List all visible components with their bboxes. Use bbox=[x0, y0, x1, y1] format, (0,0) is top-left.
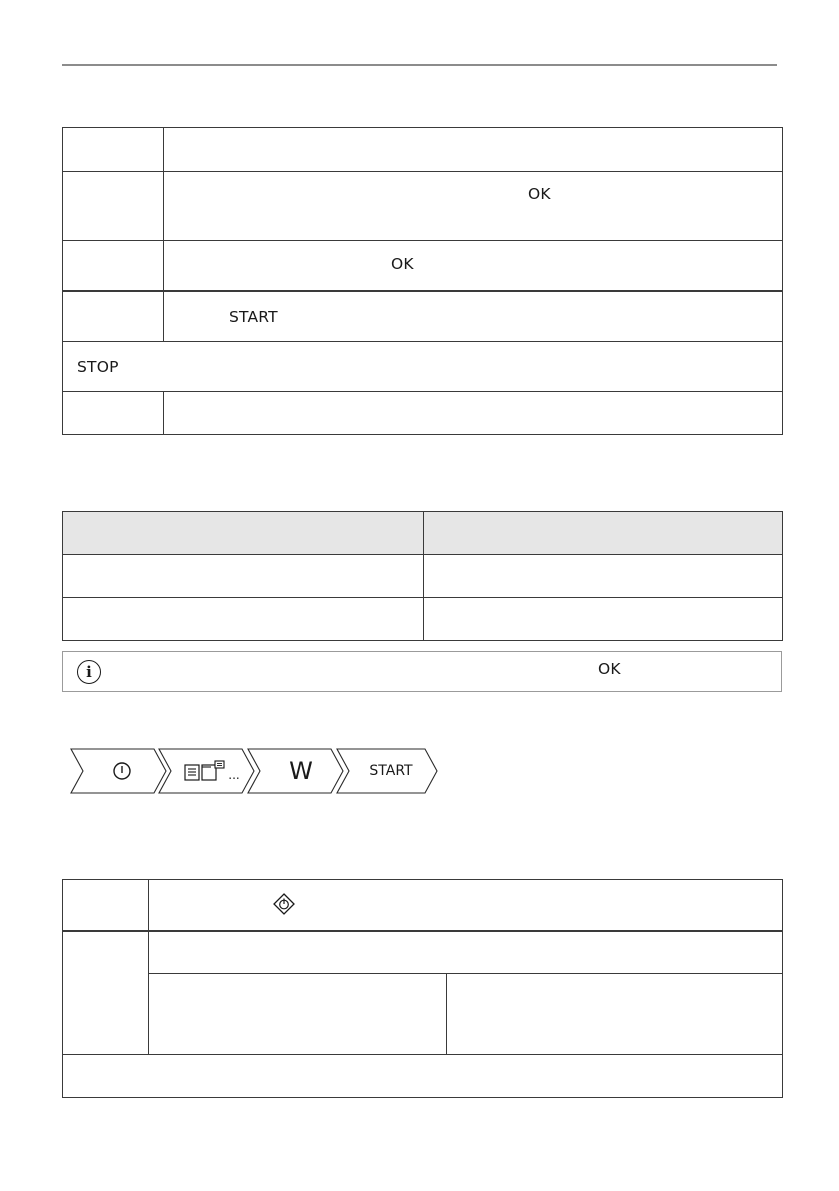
table-row bbox=[63, 931, 783, 974]
table-row bbox=[63, 880, 783, 931]
more-label: ... bbox=[228, 768, 240, 782]
step-cell bbox=[63, 241, 164, 291]
step-cell bbox=[63, 880, 149, 931]
settings-table bbox=[62, 511, 783, 641]
table-row bbox=[63, 555, 783, 598]
table-cell bbox=[447, 974, 783, 1055]
power-icon bbox=[112, 761, 132, 781]
table-row bbox=[63, 172, 783, 241]
text-cell bbox=[164, 392, 783, 435]
start-key-label: START bbox=[229, 307, 278, 326]
text-cell bbox=[164, 291, 783, 342]
step-cell bbox=[63, 291, 164, 342]
info-note bbox=[62, 651, 782, 692]
table-row bbox=[63, 128, 783, 172]
table-header-row bbox=[63, 512, 783, 555]
text-cell bbox=[164, 128, 783, 172]
stop-key-label: STOP bbox=[77, 357, 119, 376]
step-cell bbox=[63, 931, 149, 1055]
header-rule bbox=[62, 64, 777, 66]
text-cell bbox=[164, 241, 783, 291]
step-cell bbox=[63, 128, 164, 172]
ok-key-label: OK bbox=[391, 255, 414, 273]
steps-table bbox=[62, 127, 783, 435]
step-2 bbox=[174, 745, 250, 797]
table-cell bbox=[63, 555, 424, 598]
table-cell bbox=[63, 598, 424, 641]
start-label: START bbox=[369, 763, 413, 779]
stop-cell bbox=[63, 342, 783, 392]
start-diamond-icon bbox=[273, 893, 295, 915]
table-row bbox=[63, 392, 783, 435]
header-cell bbox=[424, 512, 783, 555]
table-row bbox=[63, 1055, 783, 1098]
text-cell bbox=[164, 172, 783, 241]
procedure-table bbox=[62, 879, 783, 1098]
power-w-label: W bbox=[289, 757, 313, 785]
table-cell bbox=[149, 974, 447, 1055]
table-row bbox=[63, 241, 783, 291]
table-row bbox=[63, 974, 783, 1055]
step-cell bbox=[63, 172, 164, 241]
step-4 bbox=[352, 745, 430, 797]
table-row bbox=[63, 342, 783, 392]
table-row bbox=[63, 598, 783, 641]
table-cell bbox=[424, 555, 783, 598]
step-cell bbox=[63, 392, 164, 435]
step-1 bbox=[84, 745, 160, 797]
step-3 bbox=[263, 745, 339, 797]
ok-key-label: OK bbox=[598, 660, 621, 678]
table-cell bbox=[424, 598, 783, 641]
table-row bbox=[63, 291, 783, 342]
ok-key-label: OK bbox=[528, 185, 551, 203]
text-cell bbox=[149, 880, 783, 931]
text-cell bbox=[149, 931, 783, 974]
function-icons bbox=[184, 760, 226, 782]
header-cell bbox=[63, 512, 424, 555]
sequence-diagram bbox=[70, 745, 440, 797]
footer-cell bbox=[63, 1055, 783, 1098]
info-icon: i bbox=[77, 660, 101, 684]
